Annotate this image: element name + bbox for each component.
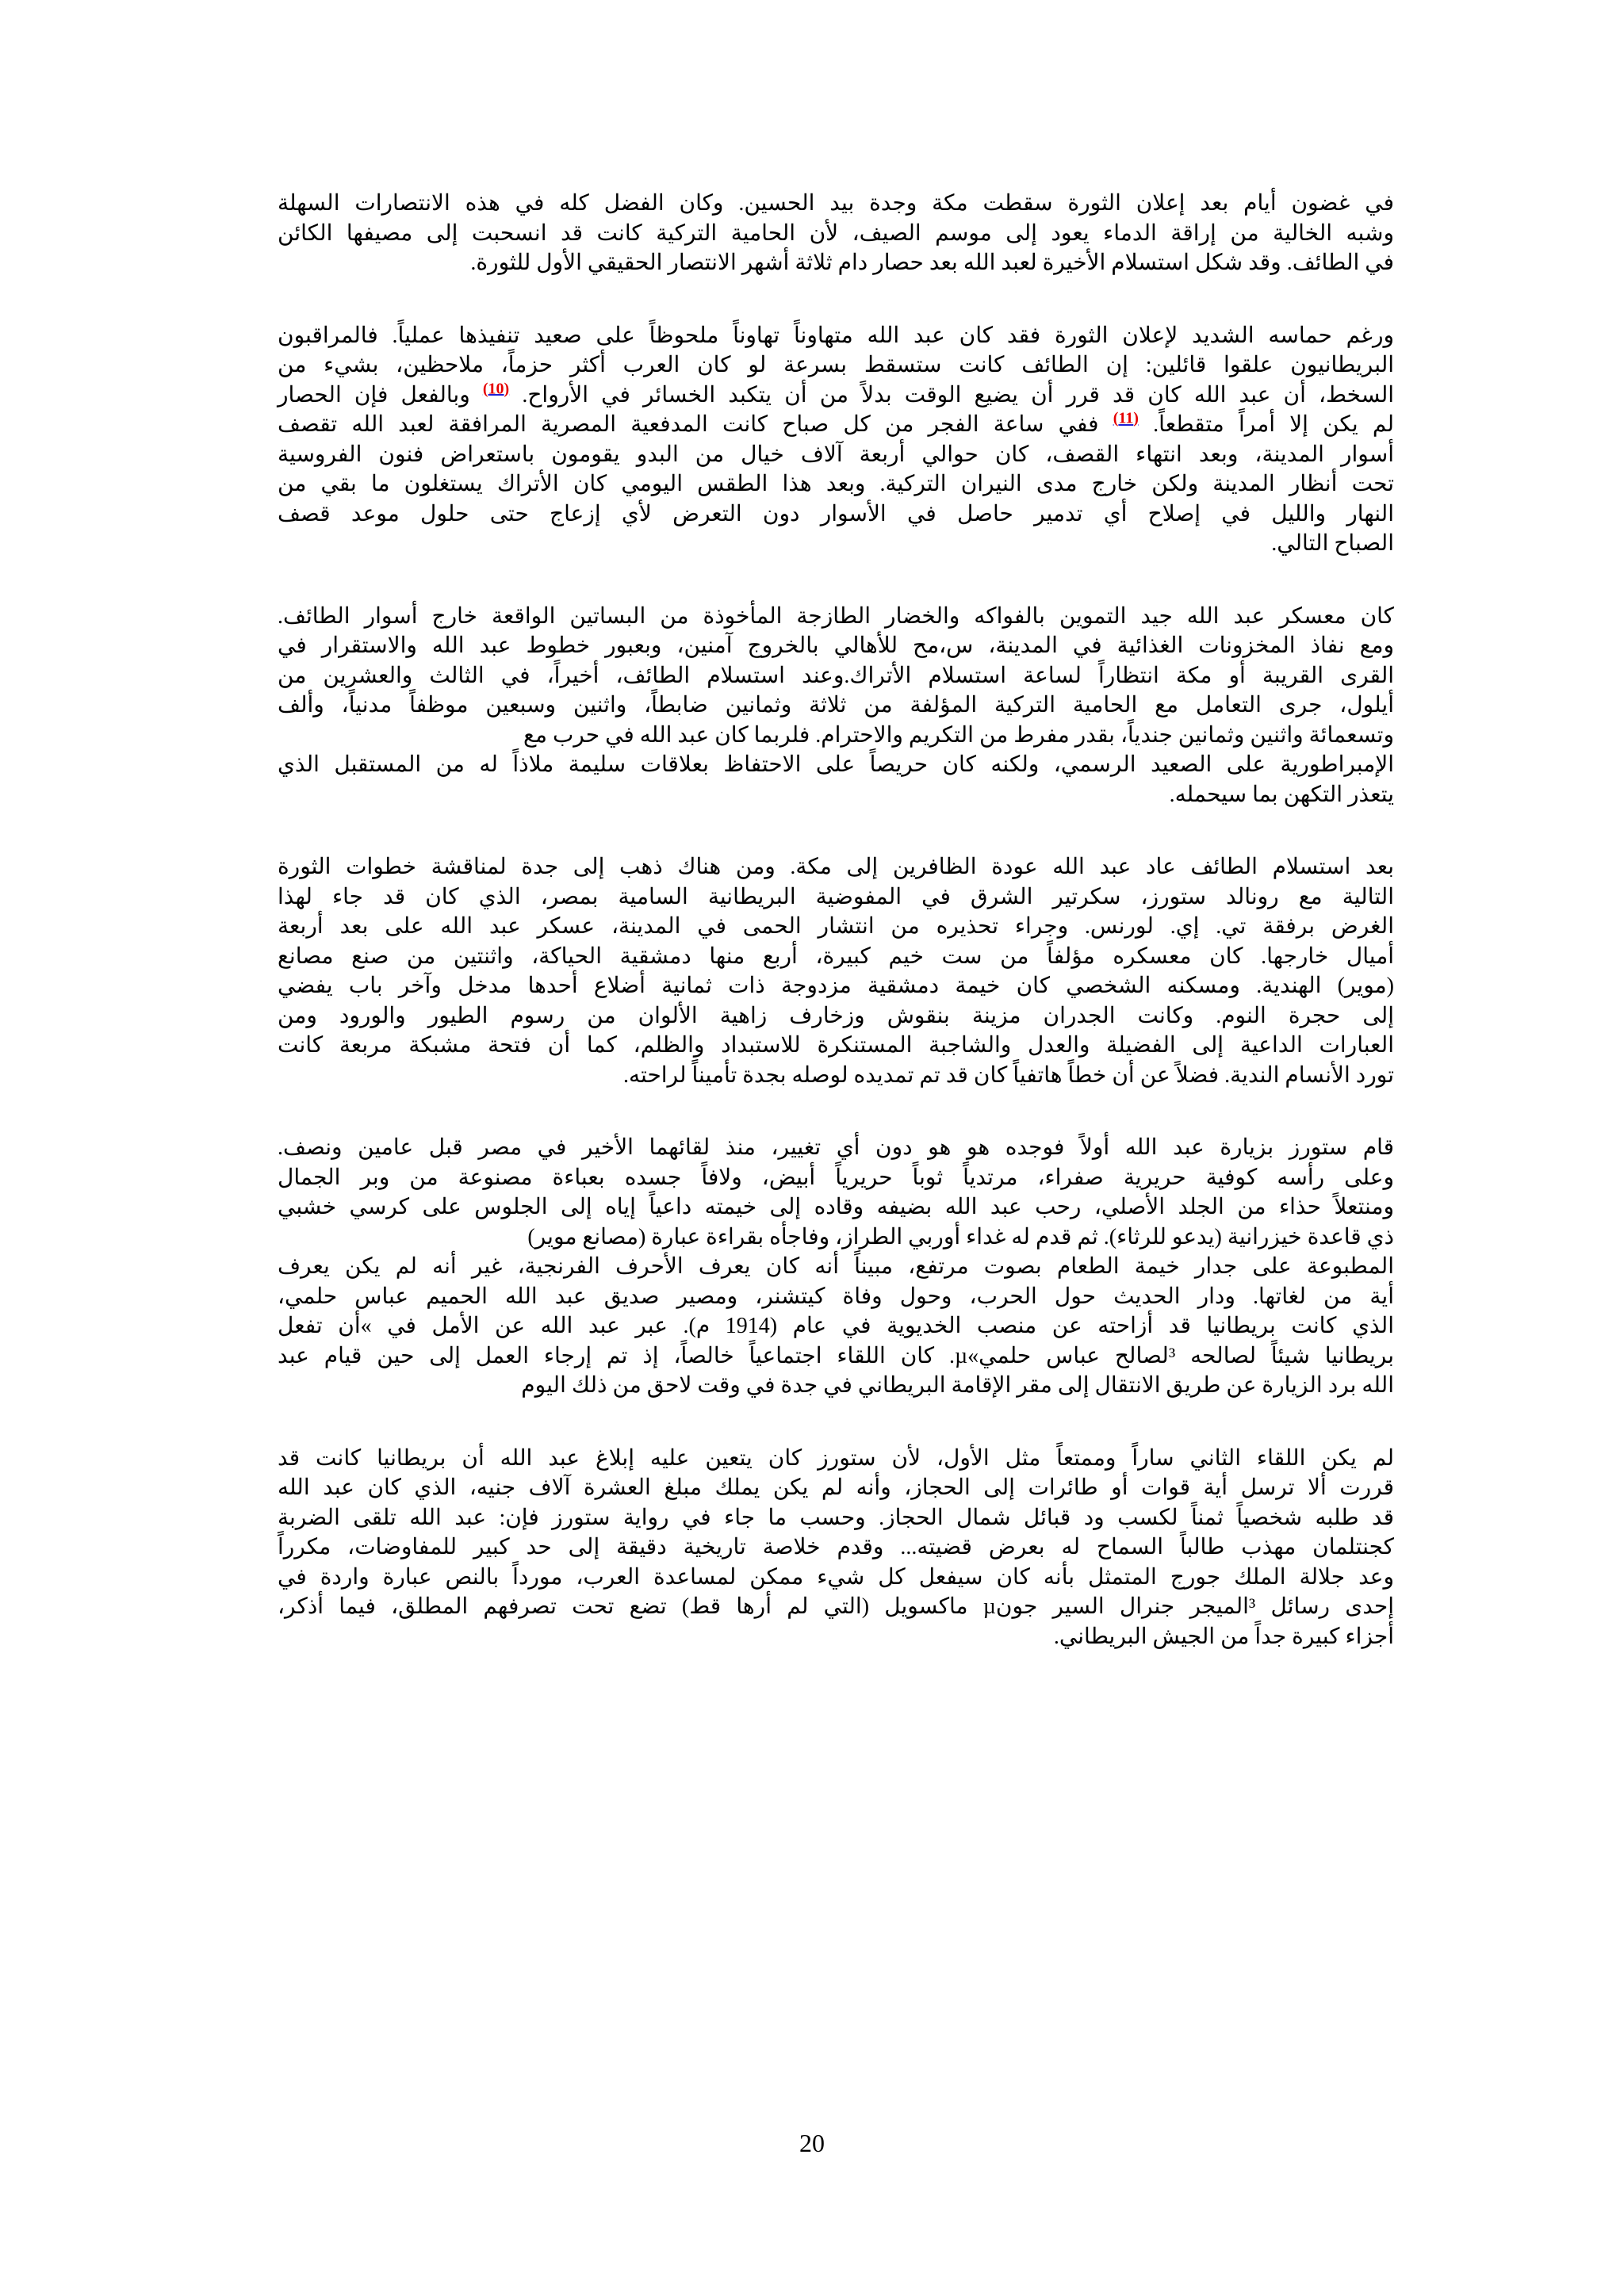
text-line: الله برد الزيارة عن طريق الانتقال إلى مقر الإقامة البريطاني في جدة في وقت لاحق من ذلك اليوم xyxy=(521,1373,1394,1398)
text-line: قررت ألا ترسل أية قوات أو طائرات إلى الحجاز، وأنه لم يكن يملك مبلغ العشرة آلاف جنيه، الذي كان عبد الله xyxy=(278,1475,1394,1500)
text-line: وشبه الخالية من إراقة الدماء يعود إلى موسم الصيف، لأن الحامية التركية كانت قد انسحبت إلى مصيفها الكائن xyxy=(278,220,1394,246)
text-line: أميال خارجها. كان معسكره مؤلفاً من ست خيم كبيرة، أربع منها دمشقية الحياكة، واثنتين من صنع مصانع xyxy=(278,943,1394,969)
text-line: في الطائف. وقد شكل استسلام الأخيرة لعبد الله بعد حصار دام ثلاثة أشهر الانتصار الحقيقي الأول للثورة. xyxy=(470,251,1394,275)
text-line: تورد الأنسام الندية. فضلاً عن أن خطاً هاتفياً كان قد تم تمديده لوصله بجدة تأميناً لراحته. xyxy=(622,1062,1394,1088)
paragraph-6 xyxy=(278,1444,1394,1652)
text-line: وعد جلالة الملك جورج المتمثل بأنه كان سيفعل كل شيء ممكن لمساعدة العرب، مورداً بالنص عبارة واردة في xyxy=(278,1564,1394,1590)
text-segment: ففي ساعة الفجر من كل صباح كانت المدفعية المصرية المرافقة لعبد الله تقصف xyxy=(278,412,1099,437)
text-line: أجزاء كبيرة جداً من الجيش البريطاني. xyxy=(1053,1624,1394,1649)
text-line: (موير) الهندية. ومسكنه الشخصي كان خيمة دمشقية مزدوجة ذات ثمانية أضلاع أحدها مدخل وآخر باب يفضي xyxy=(278,974,1394,998)
text-segment: لم يكن إلا أمراً متقطعاً. xyxy=(1153,412,1395,437)
paragraph-2 xyxy=(278,321,1394,559)
text-line: بريطانيا شيئاً لصالحه ³لصالح عباس حلمي»µ. كان اللقاء اجتماعياً خالصاً، إذ تم إرجاء العمل إلى حين قيام عبد xyxy=(278,1343,1395,1368)
text-line: وتسعمائة واثنين وثمانين جندياً، بقدر مفرط من التكريم والاحترام. فلربما كان عبد الله في حرب مع xyxy=(523,722,1394,748)
text-line: لم يكن اللقاء الثاني ساراً وممتعاً مثل الأول، لأن ستورز كان يتعين عليه إبلاغ عبد الله أن بريطانيا كانت قد xyxy=(278,1445,1394,1471)
text-line: الغرض برفقة تي. إي. لورنس. وجراء تحذيره من انتشار الحمى في المدينة، عسكر عبد الله على بعد أربعة xyxy=(278,914,1394,939)
footnote-ref-11[interactable]: (11) xyxy=(1113,409,1139,427)
text-line: في غضون أيام بعد إعلان الثورة سقطت مكة وجدة بيد الحسين. وكان الفضل كله في هذه الانتصارات السهلة xyxy=(278,191,1394,216)
text-line: ومنتعلاً حذاء من الجلد الأصلي، رحب عبد الله بضيفه وقاده إلى خيمته داعياً إياه إلى الجلوس على كرسي خشبي xyxy=(278,1195,1394,1219)
paragraph-3 xyxy=(278,602,1394,810)
text-line: وعلى رأسه كوفية حريرية صفراء، مرتدياً ثوباً حريرياً أبيض، ولافاً جسده بعباءة مصنوعة من وبر الجمال xyxy=(278,1165,1394,1190)
text-line: يتعذر التكهن بما سيحمله. xyxy=(1169,782,1394,807)
text-line: العبارات الداعية إلى الفضيلة والعدل والشاجبة المستنكرة للاستبداد والظلم، كما أن فتحة مشبكة مربعة كانت xyxy=(278,1033,1394,1058)
text-line: إلى حجرة النوم. وكانت الجدران مزينة بنقوش وزخارف زاهية الألوان من رسوم الطيور والورود ومن xyxy=(278,1003,1394,1028)
text-line: الإمبراطورية على الصعيد الرسمي، ولكنه كان حريصاً على الاحتفاظ بعلاقات سليمة ملاذاً له من المستقبل الذي xyxy=(278,752,1395,777)
text-line: أسوار المدينة، وبعد انتهاء القصف، كان حوالي أربعة آلاف خيال من البدو يقومون باستعراض فنون الفروسية xyxy=(278,442,1394,467)
text-line: ورغم حماسه الشديد لإعلان الثورة فقد كان عبد الله متهاوناً تهاوناً ملحوظاً على صعيد تنفيذها عملياً. فالمراقبون xyxy=(278,323,1394,348)
text-line: أيلول، جرى التعامل مع الحامية التركية المؤلفة من ثلاثة وثمانين ضابطاً، واثنين وسبعين موظفاً مدنياً، وألف xyxy=(278,693,1394,718)
text-line: أية من لغاتها. ودار الحديث حول الحرب، وحول وفاة كيتشنر، ومصير صديق عبد الله الحميم عباس حلمي، xyxy=(278,1284,1394,1309)
text-line: المطبوعة على جدار خيمة الطعام بصوت مرتفع، مبيناً أنه كان يعرف الأحرف الفرنجية، غير أنه لم يكن يعرف xyxy=(278,1254,1394,1279)
text-line: ومع نفاذ المخزونات الغذائية في المدينة، س،مح للأهالي بالخروج آمنين، وبعبور خطوط عبد الله والاستقرار في xyxy=(278,633,1394,658)
footnote-ref-10[interactable]: (10) xyxy=(482,380,510,398)
text-line: إحدى رسائل ³الميجر جنرال السير جونµ ماكسويل (التي لم أرها قط) تضع تحت تصرفهم المطلق، فيما أذكر، xyxy=(278,1594,1394,1619)
text-line: ذي قاعدة خيزرانية (يدعو للرثاء). ثم قدم له غداء أوربي الطراز، وفاجأه بقراءة عبارة (مصانع موير) xyxy=(527,1224,1394,1249)
text-segment: السخط، أن عبد الله كان قد قرر أن يضيع الوقت بدلاً من أن يتكبد الخسائر في الأرواح. xyxy=(522,382,1394,408)
text-segment: وبالفعل فإن الحصار xyxy=(278,382,470,408)
text-line: القرى القريبة أو مكة انتظاراً لساعة استسلام الأتراك.وعند استسلام الطائف، أخيراً، في الثالث والعشرين من xyxy=(278,663,1394,688)
text-line-with-footnote xyxy=(278,381,1394,411)
text-line: البريطانيون علقوا قائلين: إن الطائف كانت ستسقط بسرعة لو كان العرب أكثر حزماً، ملاحظين، بشيء من xyxy=(278,353,1394,377)
body-text xyxy=(278,189,1394,1694)
page-number: 20 xyxy=(799,2129,825,2157)
paragraph-5 xyxy=(278,1133,1394,1401)
text-line: قد طلبه شخصياً ثمناً لكسب ود قبائل شمال الحجاز. وحسب ما جاء في رواية ستورز فإن: عبد الله تلقى الضربة xyxy=(278,1505,1394,1530)
text-line: كان معسكر عبد الله جيد التموين بالفواكه والخضار الطازجة المأخوذة من البساتين الواقعة خارج أسوار الطائف. xyxy=(278,603,1394,629)
text-line-with-footnote xyxy=(278,410,1394,440)
text-line: الذي كانت بريطانيا قد أزاحته عن منصب الخديوية في عام (1914 م). عبر عبد الله عن الأمل في »أن تفعل xyxy=(278,1314,1394,1338)
text-line: كجنتلمان مهذب طالباً السماح له بعرض قضيته... وقدم خلاصة تاريخية دقيقة إلى حد كبير للمفاوضات، مكرراً xyxy=(278,1535,1394,1559)
text-line: النهار والليل في إصلاح أي تدمير حاصل في الأسوار دون التعرض لأي إزعاج حتى حلول موعد قصف xyxy=(278,501,1394,526)
paragraph-4 xyxy=(278,852,1394,1090)
text-line: قام ستورز بزيارة عبد الله أولاً فوجده هو هو دون أي تغيير، منذ لقائهما الأخير في مصر قبل عامين ونصف. xyxy=(278,1135,1394,1160)
text-line: تحت أنظار المدينة ولكن خارج مدى النيران التركية. وبعد هذا الطقس اليومي كان الأتراك يستغلون ما بقي من xyxy=(278,472,1394,496)
paragraph-1 xyxy=(278,189,1394,278)
text-line: الصباح التالي. xyxy=(1271,531,1394,556)
text-line: بعد استسلام الطائف عاد عبد الله عودة الظافرين إلى مكة. ومن هناك ذهب إلى جدة لمناقشة خطوات الثورة xyxy=(278,855,1394,879)
text-line: التالية مع رونالد ستورز، سكرتير الشرق في المفوضية البريطانية السامية بمصر، الذي كان قد جاء لهذا xyxy=(278,884,1394,909)
